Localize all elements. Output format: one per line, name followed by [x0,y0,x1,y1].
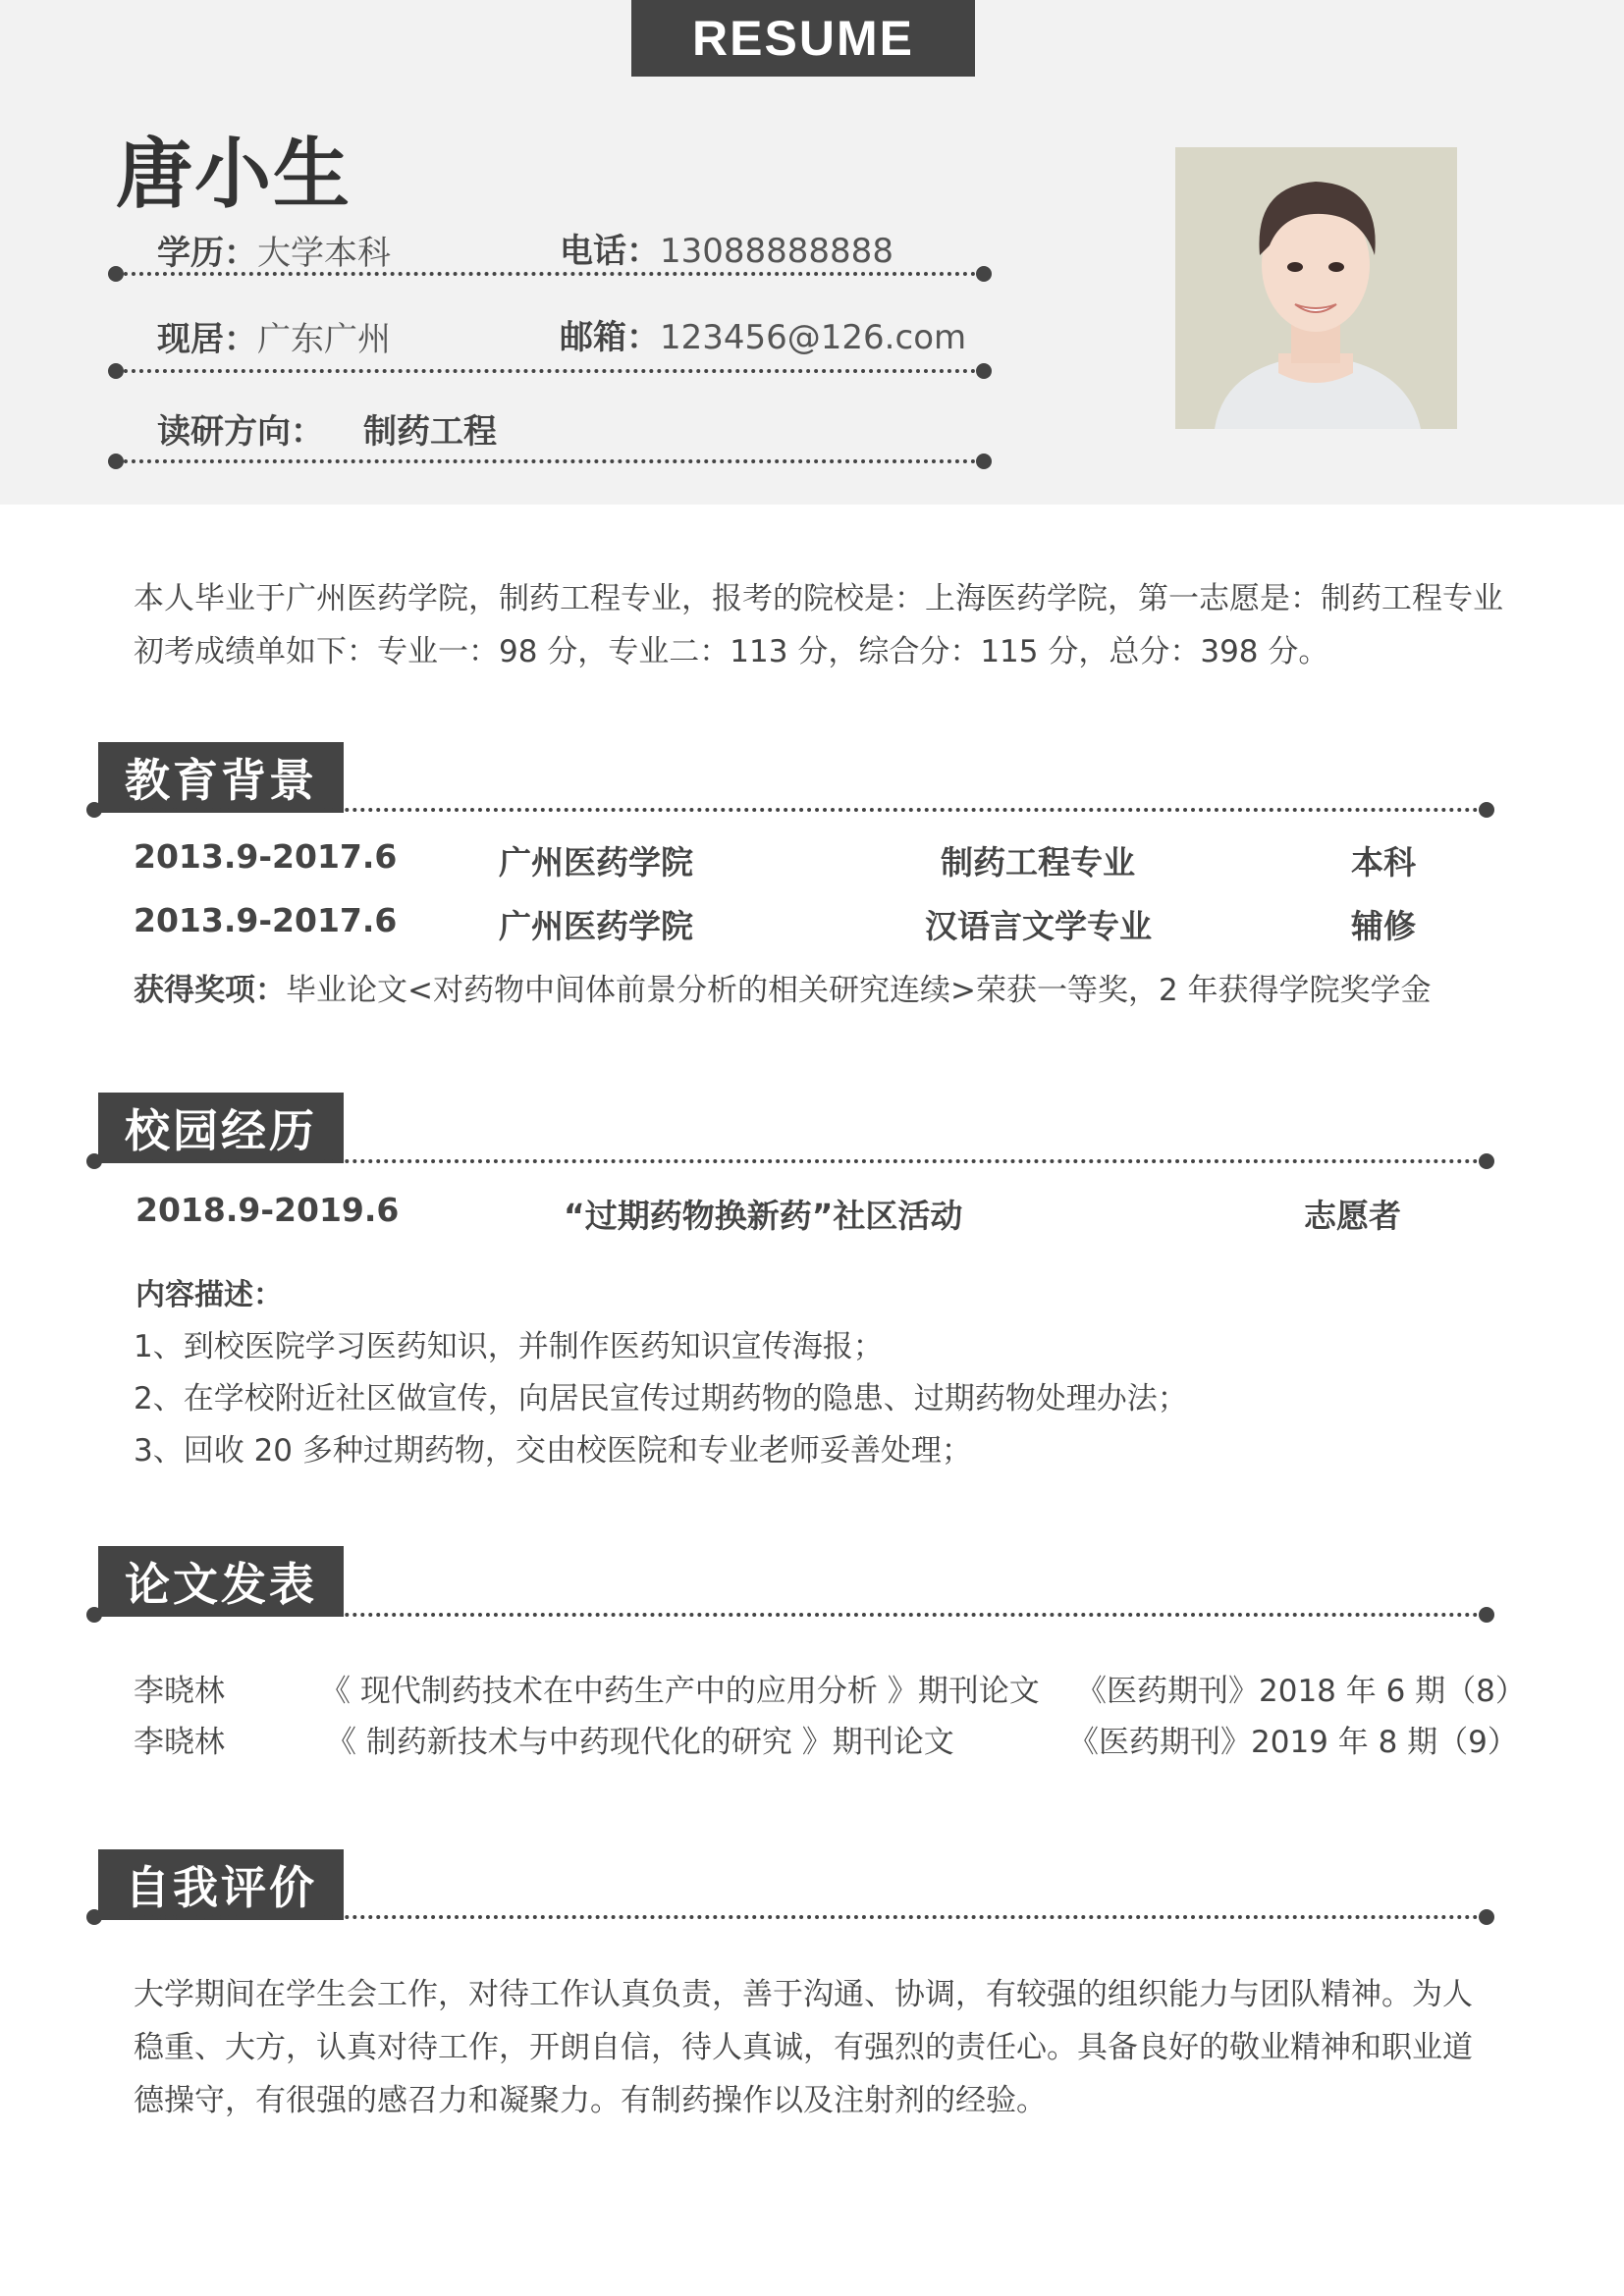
section-title-self-evaluation: 自我评价 [98,1849,344,1920]
avatar-portrait [1175,147,1457,429]
campus-period: 2018.9-2019.6 [135,1191,400,1229]
profile-photo [1175,147,1457,429]
description-label: 内容描述： [135,1278,283,1312]
education-value: 大学本科 [257,234,391,273]
phone-info [560,224,893,272]
paper-journal: 《医药期刊》2019 年 8 期（9） [1068,1725,1518,1760]
campus-activity: “过期药物换新药”社区活动 [564,1197,963,1235]
education-row [134,901,1469,950]
resume-banner: RESUME [631,0,975,77]
section-title-papers: 论文发表 [98,1546,344,1617]
award-line [134,965,1432,1009]
campus-role: 志愿者 [1304,1197,1401,1235]
education-row [134,837,1469,886]
header-divider-2 [108,363,992,379]
campus-divider [86,1153,1494,1169]
edu-major: 汉语言文学专业 [925,907,1152,945]
phone-label: 电话： [560,232,660,271]
education-divider [86,802,1494,818]
paper-journal: 《医药期刊》2018 年 6 期（8） [1076,1674,1526,1709]
direction-info [157,404,497,453]
direction-label: 读研方向： [157,412,324,452]
paper-title: 《 制药新技术与中药现代化的研究 》期刊论文 [326,1725,954,1760]
edu-school: 广州医药学院 [499,907,693,945]
description-item: 2、在学校附近社区做宣传，向居民宣传过期药物的隐患、过期药物处理办法； [134,1381,1188,1416]
papers-divider [86,1607,1494,1623]
paper-author: 李晓林 [134,1674,225,1709]
description-item: 3、回收 20 多种过期药物，交由校医院和专业老师妥善处理； [134,1433,972,1468]
edu-school: 广州医药学院 [499,843,693,881]
edu-period: 2013.9-2017.6 [134,837,398,876]
award-text: 毕业论文<对药物中间体前景分析的相关研究连续>荣获一等奖，2 年获得学院奖学金 [286,973,1432,1008]
intro-line-1: 本人毕业于广州医药学院，制药工程专业，报考的院校是：上海医药学院，第一志愿是：制药工程专业 [134,581,1503,616]
email-info [560,310,966,358]
header-divider-3 [108,454,992,469]
edu-degree: 辅修 [1351,907,1416,945]
candidate-name: 唐小生 [116,131,352,219]
edu-degree: 本科 [1351,843,1416,881]
email-value: 123456@126.com [660,318,967,357]
edu-major: 制药工程专业 [941,843,1135,881]
residence-label: 现居： [157,320,257,359]
award-label: 获得奖项： [134,973,286,1008]
self-eval-line-1: 大学期间在学生会工作，对待工作认真负责，善于沟通、协调，有较强的组织能力与团队精神。为人 [134,1977,1473,2012]
intro-line-2: 初考成绩单如下：专业一：98 分，专业二：113 分，综合分：115 分，总分：398 分。 [134,634,1329,669]
self-evaluation-divider [86,1909,1494,1925]
email-label: 邮箱： [560,318,660,357]
section-title-education: 教育背景 [98,742,344,813]
education-label: 学历： [157,234,257,273]
phone-value: 13088888888 [660,232,893,271]
intro-paragraph [134,572,1528,678]
self-evaluation-paragraph [134,1968,1489,2127]
edu-period: 2013.9-2017.6 [134,901,398,939]
self-eval-line-2: 稳重、大方，认真对待工作，开朗自信，待人真诚，有强烈的责任心。具备良好的敬业精神和职业道 [134,2030,1473,2065]
residence-value: 广东广州 [257,320,391,359]
section-title-campus: 校园经历 [98,1093,344,1163]
campus-row [134,1191,1469,1240]
paper-row [134,1666,1526,1709]
direction-value: 制药工程 [363,412,497,452]
residence-info [157,312,391,360]
paper-row [134,1717,1518,1760]
paper-title: 《 现代制药技术在中药生产中的应用分析 》期刊论文 [320,1674,1040,1709]
header-divider-1 [108,266,992,282]
description-item: 1、到校医院学习医药知识，并制作医药知识宣传海报； [134,1329,884,1364]
self-eval-line-3: 德操守，有很强的感召力和凝聚力。有制药操作以及注射剂的经验。 [134,2083,1047,2118]
paper-author: 李晓林 [134,1725,225,1760]
